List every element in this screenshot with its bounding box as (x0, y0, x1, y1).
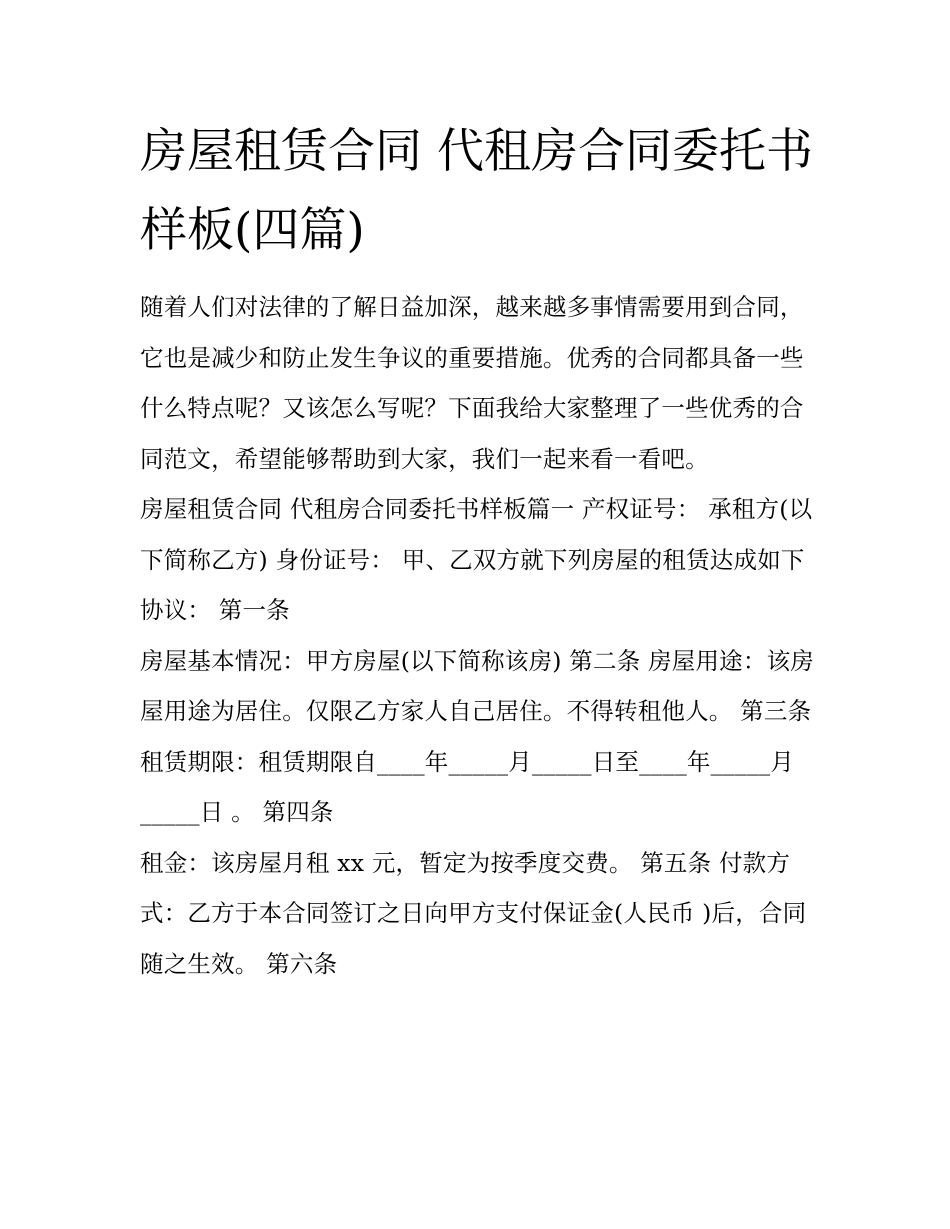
intro-paragraph: 随着人们对法律的了解日益加深，越来越多事情需要用到合同，它也是减少和防止发生争议的重要措施。优秀的合同都具备一些什么特点呢？又该怎么写呢？下面我给大家整理了一些优秀的合同范文，希望能够帮助到大家，我们一起来看一看吧。 (140, 293, 804, 473)
clause-paragraph-1: 房屋租赁合同 代租房合同委托书样板篇一 产权证号： 承租方(以下简称乙方) 身份证号： 甲、乙双方就下列房屋的租赁达成如下协议： 第一条 (140, 495, 813, 624)
clause-paragraph-3: 租赁期限：租赁期限自____年_____月_____日至____年_____月_____日 。 第四条 (140, 747, 795, 826)
document-title: 房屋租赁合同 代租房合同委托书样板(四篇) (140, 124, 813, 258)
clause-paragraph-2: 房屋基本情况：甲方房屋(以下简称该房) 第二条 房屋用途：该房屋用途为居住。仅限乙方家人自己居住。不得转租他人。 第三条 (140, 646, 814, 725)
document-body (140, 112, 820, 989)
clause-paragraph-4: 租金：该房屋月租 xx 元，暂定为按季度交费。 第五条 付款方式：乙方于本合同签订之日向甲方支付保证金(人民币 )后，合同随之生效。 第六条 (140, 848, 807, 978)
